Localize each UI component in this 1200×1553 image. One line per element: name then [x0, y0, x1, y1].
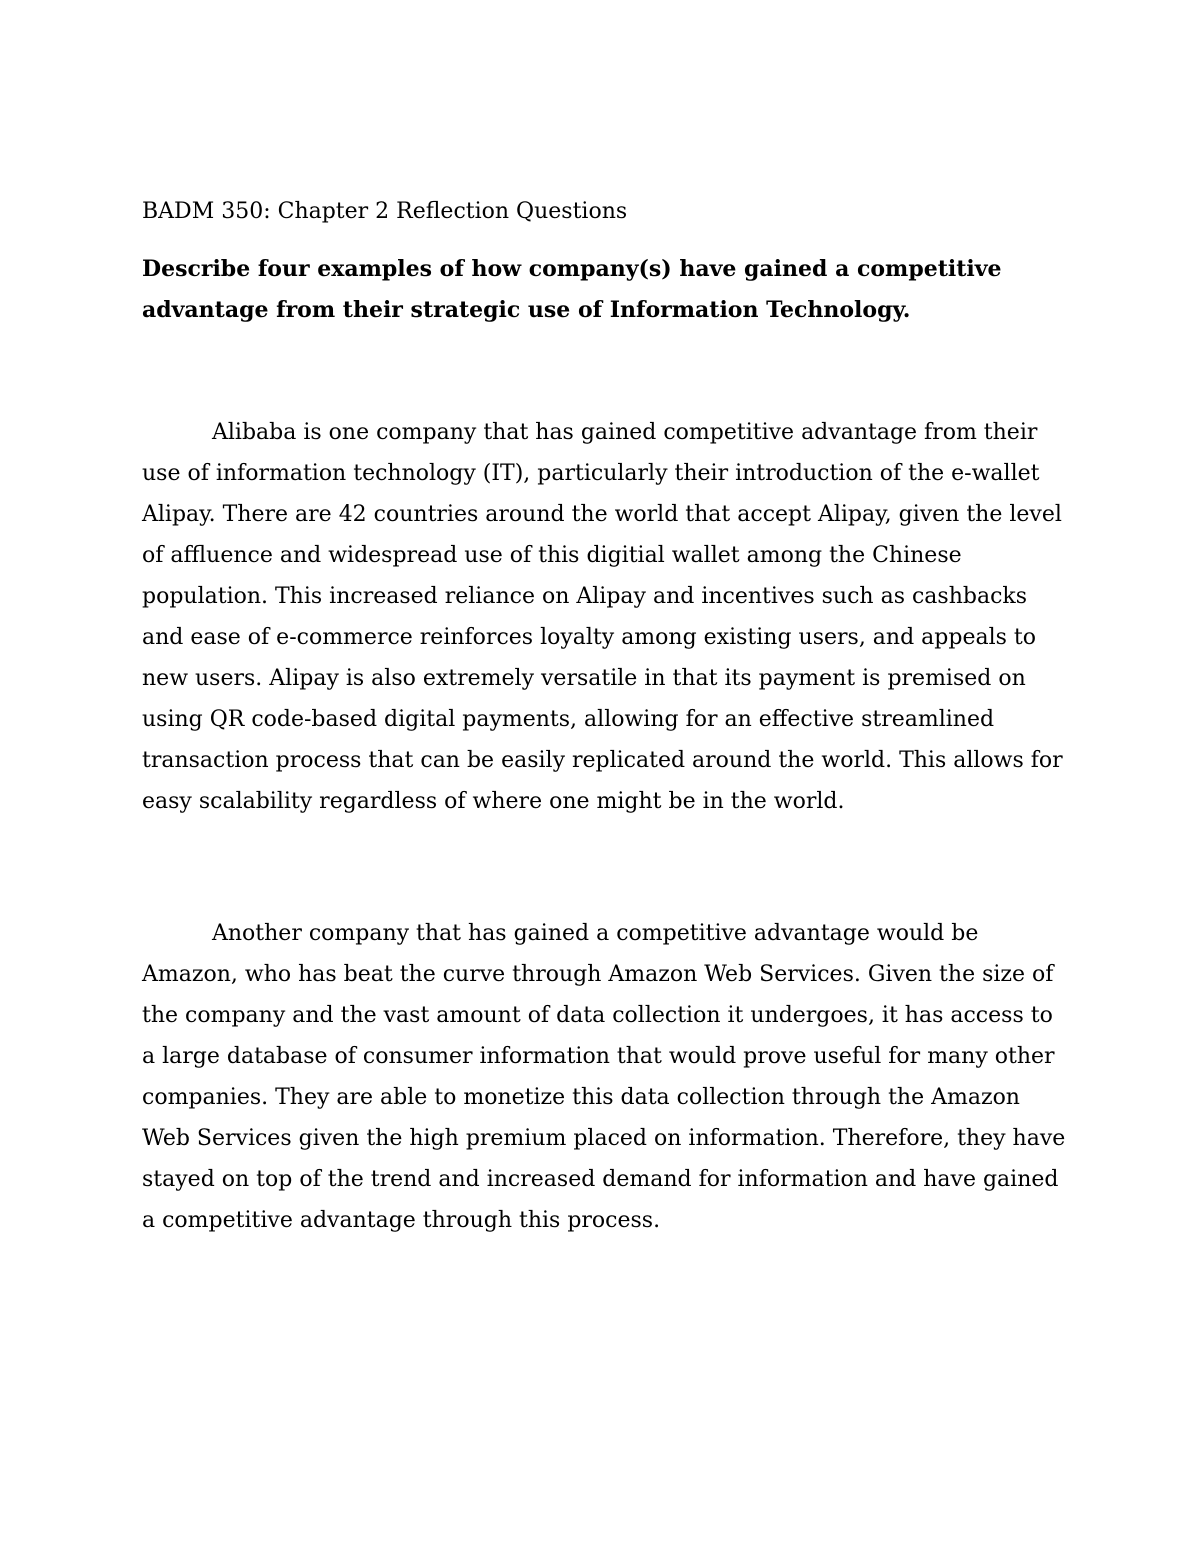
document-body — [142, 195, 1072, 1241]
paragraph-amazon: Another company that has gained a competitive advantage would be Amazon, who has beat the curve through Amazon Web Services. Given the size of the company and the vast amount of data collection it undergoes, it has access to a large database of consumer information that would prove useful for many other companies. They are able to monetize this data collection through the Amazon Web Services given the high premium placed on information. Therefore, they have stayed on top of the trend and increased demand for information and have gained a competitive advantage through this process. — [142, 921, 1066, 1233]
document-title: BADM 350: Chapter 2 Reflection Questions — [142, 199, 628, 224]
question-heading: Describe four examples of how company(s) have gained a competitive advantage from their strategic use of Information Technology. — [142, 256, 1002, 323]
paragraph-alibaba: Alibaba is one company that has gained competitive advantage from their use of information technology (IT), particularly their introduction of the e-wallet Alipay. There are 42 countries around the world that accept Alipay, given the level of affluence and widespread use of this digitial wallet among the Chinese population. This increased reliance on Alipay and incentives such as cashbacks and ease of e-commerce reinforces loyalty among existing users, and appeals to new users. Alipay is also extremely versatile in that its payment is premised on using QR code-based digital payments, allowing for an effective streamlined transaction process that can be easily replicated around the world. This allows for easy scalability regardless of where one might be in the world. — [142, 420, 1063, 814]
